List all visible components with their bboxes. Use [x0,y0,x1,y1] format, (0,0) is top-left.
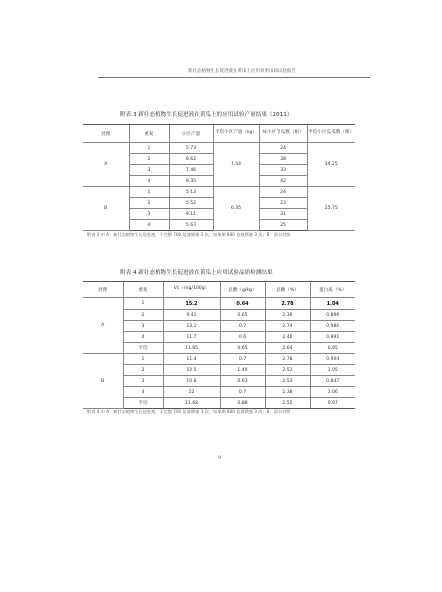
count-cell: 24 [259,143,307,154]
yield-cell: 7.46 [169,165,213,176]
count-cell: 25 [259,220,307,231]
sugar-cell: 2.74 [265,321,310,332]
avg-yield-cell: 6.35 [213,187,259,231]
table-row [83,343,355,354]
vc-cell: 15.2 [163,298,220,310]
table3-caption: 附表 3 新壮态植物生长促进液在黄瓜上的应用试验产量结果（2011） [120,112,293,118]
yield-cell: 8.35 [169,176,213,187]
sugar-cell: 2.64 [265,343,310,354]
acid-cell: 0.64 [220,298,265,310]
treatment-cell: B [83,187,129,231]
vc-cell: 9.41 [163,310,220,321]
count-cell: 42 [259,176,307,187]
rep-cell: 2 [129,198,169,209]
vc-cell: 12 [163,387,220,398]
sugar-cell: 2.55 [265,398,310,409]
protein-cell: 0.904 [310,354,355,365]
acid-cell: 1.49 [220,365,265,376]
protein-cell: 0.896 [310,310,355,321]
page-number: 9 [218,456,221,461]
protein-cell: 0.891 [310,332,355,343]
table4-header-cell: 总酸（g/kg） [220,282,265,298]
table-row [83,332,355,343]
sugar-cell: 2.78 [265,298,310,310]
table-row [83,187,355,198]
sugar-cell: 2.36 [265,310,310,321]
acid-cell: 0.63 [220,376,265,387]
rep-cell: 3 [129,165,169,176]
rep-cell: 3 [129,209,169,220]
protein-cell: 0.95 [310,343,355,354]
avg-yield-cell: 7.54 [213,143,259,187]
table-row [83,298,355,310]
vc-cell: 11.7 [163,332,220,343]
sugar-cell: 2.78 [265,354,310,365]
avg-count-cell: 25.75 [307,187,355,231]
rep-cell: 1 [129,187,169,198]
rep-cell: 2 [129,154,169,165]
sugar-cell: 2.38 [265,387,310,398]
table-row [83,387,355,398]
table4-note: 附表 4 中 A：新壮态植物生长促进液，不完整 700 倍液喷施 3 次，每果期 800 倍液喷施 3 次；B：清水对照 [87,409,291,414]
acid-cell: 0.7 [220,387,265,398]
protein-cell: 0.980 [310,321,355,332]
yield-cell: 9.11 [169,209,213,220]
vc-cell: 11.85 [163,343,220,354]
vc-cell: 11.68 [163,398,220,409]
count-cell: 33 [259,165,307,176]
rep-cell: 4 [123,332,163,343]
table3-header-row [83,125,355,143]
yield-cell: 5.52 [169,198,213,209]
table4-header-row [83,282,355,298]
table3-note: 附表 3 中 A：新壮态植物生长促进液，不完整 700 倍液喷施 3 次，每果期 800 倍液喷施 3 次；B：清水对照 [87,232,291,237]
table3-header-cell: 每小区节瓜数（根） [259,125,307,143]
table3-header-cell: 平均小区产量（kg） [213,125,259,143]
protein-cell: 0.97 [310,398,355,409]
rep-cell: 4 [129,220,169,231]
count-cell: 31 [259,209,307,220]
table-row [83,321,355,332]
table3-header-cell: 平均小区瓜瓜数（根） [307,125,355,143]
acid-cell: 0.65 [220,310,265,321]
count-cell: 24 [259,187,307,198]
table-row [83,354,355,365]
rep-cell: 1 [123,298,163,310]
treatment-cell: A [83,143,129,187]
table4-header-cell: 重复 [123,282,163,298]
rep-cell: 3 [123,321,163,332]
rep-cell: 1 [123,354,163,365]
table3 [83,124,355,231]
treatment-cell: B [83,354,123,409]
header-rule [98,77,370,78]
vc-cell: 12.5 [163,365,220,376]
rep-cell: 2 [123,365,163,376]
yield-cell: 5.63 [169,220,213,231]
count-cell: 38 [259,154,307,165]
table4-header-cell: 处理 [83,282,123,298]
yield-cell: 8.62 [169,154,213,165]
vc-cell: 10.8 [163,376,220,387]
acid-cell: 0.65 [220,343,265,354]
table4-header-cell: Vc（mg/100g） [163,282,220,298]
protein-cell: 1.04 [310,298,355,310]
rep-cell: 3 [123,376,163,387]
sugar-cell: 2.46 [265,332,310,343]
rep-cell: 平均 [123,398,163,409]
vc-cell: 13.1 [163,321,220,332]
table-row [83,365,355,376]
avg-count-cell: 34.25 [307,143,355,187]
table4-caption: 附表 4 新壮态植物生长促进液在黄瓜上应用试验品质检测结果 [120,270,273,276]
table4 [83,281,355,409]
sugar-cell: 2.53 [265,376,310,387]
acid-cell: 0.7 [220,321,265,332]
table-row [83,310,355,321]
table3-header-cell: 重复 [129,125,169,143]
table-row [83,376,355,387]
rep-cell: 2 [123,310,163,321]
yield-cell: 5.73 [169,143,213,154]
rep-cell: 4 [129,176,169,187]
table3-header-cell: 处理 [83,125,129,143]
rep-cell: 1 [129,143,169,154]
count-cell: 23 [259,198,307,209]
treatment-cell: A [83,298,123,354]
table-row [83,143,355,154]
protein-cell: 1.06 [310,387,355,398]
acid-cell: 0.6 [220,332,265,343]
rep-cell: 平均 [123,343,163,354]
running-header: 新壮态植物生长促进液在黄瓜上应用效果田间试验报告 [188,69,296,74]
table3-header-cell: 小区产量 [169,125,213,143]
yield-cell: 5.13 [169,187,213,198]
acid-cell: 0.88 [220,398,265,409]
protein-cell: 1.05 [310,365,355,376]
rep-cell: 4 [123,387,163,398]
table4-header-cell: 蛋白质（%） [310,282,355,298]
sugar-cell: 2.52 [265,365,310,376]
table-row [83,398,355,409]
acid-cell: 0.7 [220,354,265,365]
vc-cell: 11.4 [163,354,220,365]
protein-cell: 0.847 [310,376,355,387]
table4-header-cell: 总糖（%） [265,282,310,298]
